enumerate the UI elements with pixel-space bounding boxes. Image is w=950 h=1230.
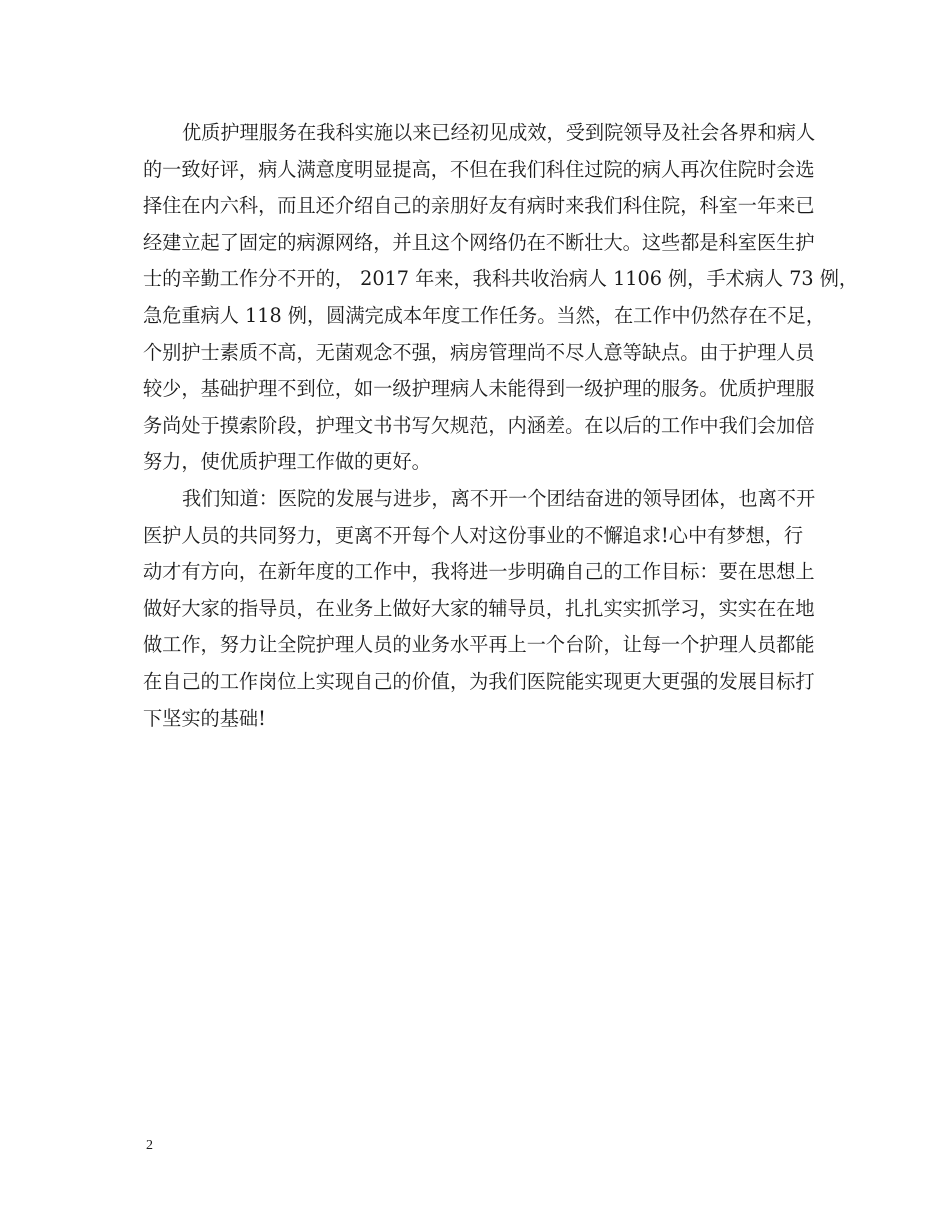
text-line: 士的辛勤工作分不开的， 2017 年来，我科共收治病人 1106 例，手术病人 73 例， — [143, 267, 859, 291]
text-line: 经建立起了固定的病源网络，并且这个网络仍在不断壮大。这些都是科室医生护 — [143, 230, 815, 254]
paragraph-1 — [143, 115, 859, 481]
text-line: 努力，使优质护理工作做的更好。 — [143, 450, 431, 474]
text-line: 较少，基础护理不到位，如一级护理病人未能得到一级护理的服务。优质护理服 — [143, 377, 815, 401]
text-line: 优质护理服务在我科实施以来已经初见成效，受到院领导及社会各界和病人 — [182, 121, 816, 144]
text-line: 我们知道：医院的发展与进步，离不开一个团结奋进的领导团体，也离不开 — [182, 486, 816, 510]
text-line: 做好大家的指导员，在业务上做好大家的辅导员，扎扎实实抓学习，实实在在地 — [143, 596, 815, 620]
text-line: 急危重病人 118 例，圆满完成本年度工作任务。当然，在工作中仍然存在不足， — [143, 303, 826, 327]
text-line: 做工作，努力让全院护理人员的业务水平再上一个台阶，让每一个护理人员都能 — [143, 633, 815, 657]
text-line: 在自己的工作岗位上实现自己的价值，为我们医院能实现更大更强的发展目标打 — [143, 669, 815, 693]
text-line: 务尚处于摸索阶段，护理文书书写欠规范，内涵差。在以后的工作中我们会加倍 — [143, 413, 815, 437]
text-line: 个别护士素质不高，无菌观念不强，病房管理尚不尽人意等缺点。由于护理人员 — [143, 340, 815, 364]
text-line: 医护人员的共同努力，更离不开每个人对这份事业的不懈追求!心中有梦想，行 — [143, 523, 804, 547]
text-line: 择住在内六科，而且还介绍自己的亲朋好友有病时来我们科住院，科室一年来已 — [143, 194, 815, 218]
text-line: 下坚实的基础! — [143, 706, 266, 730]
page-number: 2 — [146, 1138, 153, 1153]
paragraph-2 — [143, 481, 816, 737]
text-line: 动才有方向，在新年度的工作中，我将进一步明确自己的工作目标：要在思想上 — [143, 560, 815, 584]
body-text — [143, 115, 859, 737]
text-line: 的一致好评，病人满意度明显提高，不但在我们科住过院的病人再次住院时会选 — [143, 157, 815, 181]
